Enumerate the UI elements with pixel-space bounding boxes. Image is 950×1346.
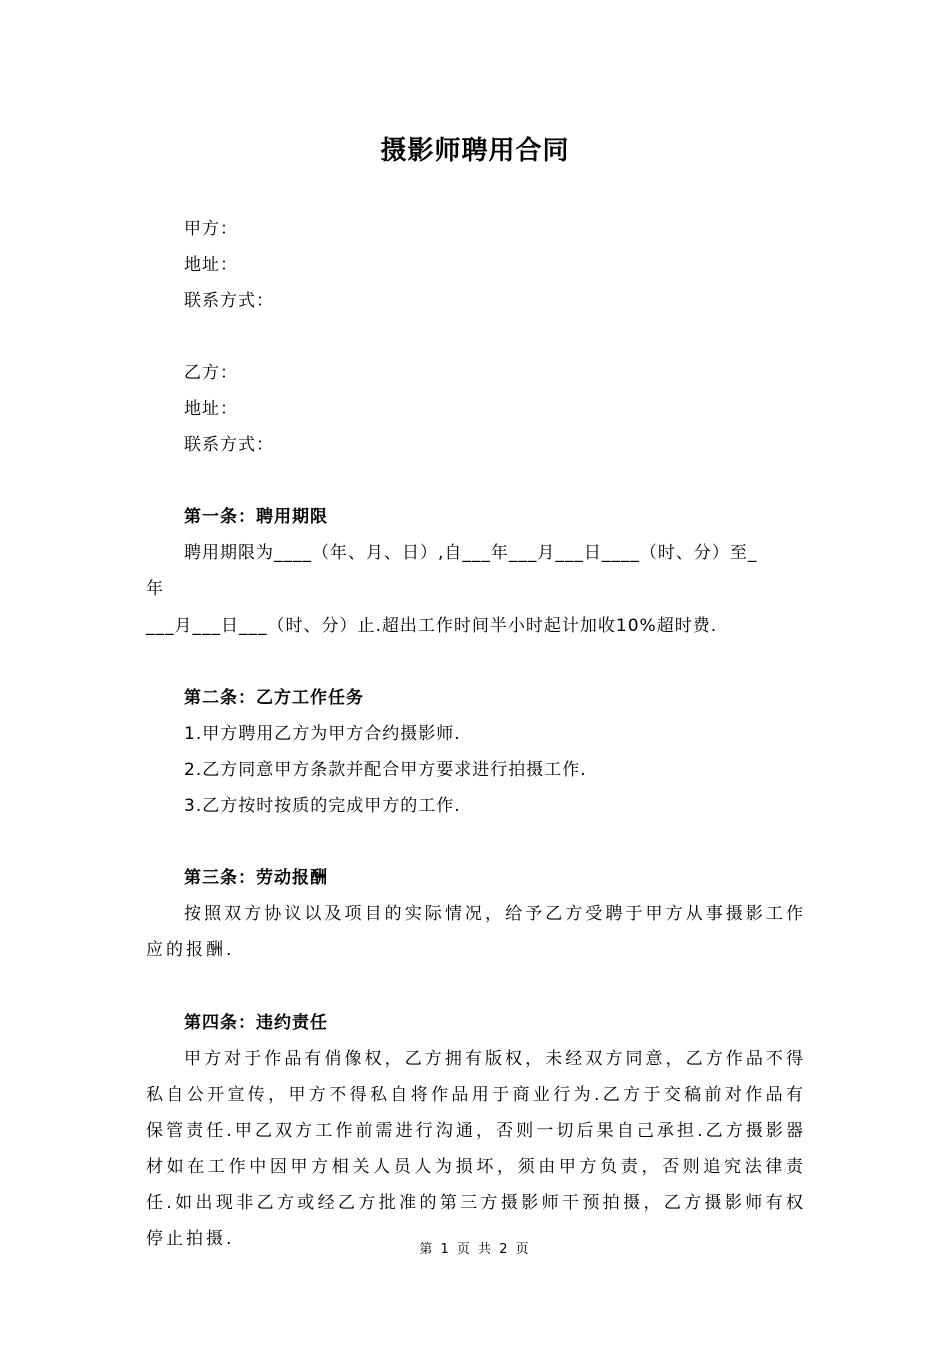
article4-heading: 第四条：违约责任 — [184, 1013, 328, 1033]
party-a-name-label: 甲方： — [184, 219, 238, 239]
party-a-address-label: 地址： — [184, 255, 238, 275]
article4-body: 甲方对于作品有俏像权，乙方拥有版权，未经双方同意，乙方作品不得私自公开宣传，甲方不得私自将作品用于商业行为.乙方于交稿前对作品有保管责任.甲乙双方工作前需进行沟通，否则一切后果自己承担.乙方摄影器材如在工作中因甲方相关人员人为损坏，须由甲方负责，否则追究法律责任.如出现非乙方或经乙方批准的第三方摄影师干预拍摄，乙方摄影师有权停止拍摄. — [146, 1049, 806, 1249]
document-title: 摄影师聘用合同 — [380, 136, 570, 166]
article3-body: 按照双方协议以及项目的实际情况，给予乙方受聘于甲方从事摄影工作应的报酬. — [146, 904, 806, 960]
party-b-name-label: 乙方： — [184, 363, 238, 383]
article1-line3: ___月___日___（时、分）止.超出工作时间半小时起计加收10%超时费. — [146, 616, 718, 636]
party-a-contact-label: 联系方式： — [184, 291, 274, 311]
article2-heading: 第二条：乙方工作任务 — [184, 688, 364, 708]
article1-line1: 聘用期限为____（年、月、日）,自___年___月___日____（时、分）至_ — [184, 543, 758, 563]
page-footer: 第 1 页 共 2 页 — [419, 1242, 531, 1257]
article2-item-3: 3.乙方按时按质的完成甲方的工作. — [184, 796, 461, 816]
article3-heading: 第三条：劳动报酬 — [184, 868, 328, 888]
article2-item-2: 2.乙方同意甲方条款并配合甲方要求进行拍摄工作. — [184, 760, 587, 780]
party-b-address-label: 地址： — [184, 399, 238, 419]
article1-line2: 年 — [146, 579, 164, 599]
article1-heading: 第一条：聘用期限 — [184, 507, 328, 527]
party-b-contact-label: 联系方式： — [184, 435, 274, 455]
article2-item-1: 1.甲方聘用乙方为甲方合约摄影师. — [184, 724, 461, 744]
